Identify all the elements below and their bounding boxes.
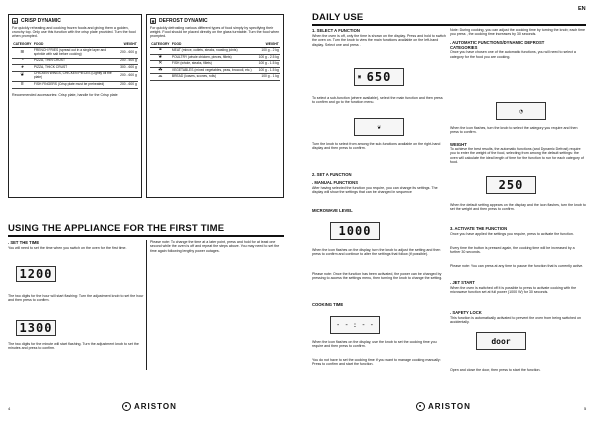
defrost-table [150, 42, 280, 81]
cooking-time-note: You do not have to set the cooking time if you want to manage cooking manually: Press to confirm and start the function. [312, 358, 441, 367]
display-250: 250 [486, 176, 536, 194]
crisp-footer: Recommended accessories: Crisp plate, handle for the Crisp plate [12, 92, 118, 97]
first-time-title: USING THE APPLIANCE FOR THE FIRST TIME [8, 223, 225, 234]
table-row [150, 74, 280, 81]
set-time-column [8, 240, 144, 250]
jet-start-text: When the oven is switched off it is possible to press to activate cooking with the microwave function set at full power (1000 W) for 30 seconds. [450, 286, 577, 295]
categories-heading: CATEGORIES [450, 45, 478, 51]
pizza-thin-crust-icon: ◔ [12, 58, 33, 65]
defrost-header-food: FOOD [171, 42, 257, 48]
hour-text: The two digits for the hour will start flashing: Turn the adjustment knob to set the hour and then press to confirm. [8, 294, 144, 303]
automatic-heading: . AUTOMATIC FUNCTIONS/DYNAMIC DEFROST [450, 39, 545, 45]
food-cell: FISH (whole, steaks, fillets) [171, 61, 257, 68]
sub-function-text: To select a sub-function (where available), select the main function and then press to confirm and go to the function menu. [312, 96, 443, 105]
vegetables-icon: ☘ [150, 67, 171, 74]
activate-text: Once you have applied the settings you require, press to activate the function. [450, 232, 574, 236]
set-function-heading: 2. SET A FUNCTION [312, 172, 352, 177]
food-cell: MEAT (mince, cutlets, steaks, roasting joints) [171, 48, 257, 55]
crisp-dynamic-box [8, 14, 142, 198]
jet-start-heading: . JET START [450, 280, 475, 285]
microwave-level-heading: MICROWAVE LEVEL [312, 208, 353, 213]
display-sub-function [354, 118, 404, 136]
weight-cell: 100 g - 1 kg [256, 74, 280, 81]
weight-heading: WEIGHT [450, 142, 467, 147]
daily-use-rule [312, 24, 586, 26]
defrost-icon: ❄ [151, 18, 155, 24]
defrost-title: DEFROST DYNAMIC [159, 18, 208, 24]
defrost-header-weight: WEIGHT [256, 42, 280, 48]
right-page [300, 0, 600, 424]
microwave-note: Please note: Once the function has been activated, the power can be changed by pressing to access the settings menu, then turning the knob to change the setting. [312, 272, 443, 281]
activate-note: Please note: You can press at any time to pause the function that is currently active. [450, 264, 584, 268]
display-650: ▣ 650 [354, 68, 404, 86]
crisp-icon: ≋ [13, 18, 17, 24]
safety-lock-text: This function is automatically activated to prevent the oven from being switched on accidentally. [450, 316, 582, 325]
fish-fingers-icon: ≡ [12, 82, 33, 89]
select-text: When the oven is off, only the time is shown on the display. Press and hold to switch the oven on. Turn the knob to view the main functions available on the left-hand display. Select one and press . [312, 34, 446, 47]
display-1300: 1300 [16, 320, 56, 336]
weight-set-text: When the default setting appears on the display and the icon flashes, turn the knob to set the weight and then press to confirm. [450, 203, 586, 212]
crisp-header-food: FOOD [33, 42, 119, 48]
weight-cell: 100 g - 1.5 kg [256, 61, 280, 68]
daily-use-title: DAILY USE [312, 12, 364, 23]
crisp-header-weight: WEIGHT [119, 42, 138, 48]
french-fries-icon: ≋ [12, 48, 33, 58]
food-cell: CHICKEN WINGS, CHICKEN PIECES (Lightly oil the plate) [33, 71, 119, 81]
categories-text: Once you have chosen one of the automatic functions, you will need to select a category for the food you are cooking. [450, 50, 576, 59]
ariston-logo-icon [416, 402, 425, 411]
display-category [496, 102, 546, 120]
left-logo-text: ARISTON [134, 402, 177, 411]
language-tag: EN [578, 6, 586, 12]
display-1000: 1000 [330, 222, 380, 240]
microwave-text: When the icon flashes on the display, turn the knob to adjust the setting and then press to confirm and continue to alter the settings that follow (if possible). [312, 248, 441, 257]
food-cell: FISH FINGERS (Crisp plate must be preheated) [33, 82, 119, 89]
right-logo [416, 402, 471, 411]
chicken-wings-icon: ❦ [12, 71, 33, 81]
table-row [12, 71, 138, 81]
right-column-2 [450, 28, 586, 59]
minute-text: The two digits for the minute will start flashing. Turn the adjustment knob to set the minutes and press to confirm. [8, 342, 139, 351]
weight-cell: 200 - 600 g [119, 48, 138, 58]
food-cell: PIZZA, THICK CRUST [33, 65, 119, 72]
right-column-1 [312, 28, 446, 47]
crisp-title: CRISP DYNAMIC [21, 18, 61, 24]
food-cell: POULTRY (whole chicken, pieces, fillets) [171, 54, 257, 61]
defrost-title-row [150, 18, 280, 24]
weight-cell: 100 g - 2.5 kg [256, 54, 280, 61]
left-page-number: 4 [8, 406, 11, 411]
set-time-heading: . SET THE TIME [8, 240, 40, 245]
weight-cell: 300 - 600 g [119, 65, 138, 72]
function-icon: ▣ [358, 74, 362, 80]
set-time-note: Please note: To change the time at a later point, press and hold for at least one second while the oven is off and repeat the steps above. You may need to set the time again following lengthy power outages. [150, 240, 280, 253]
set-time-text: You will need to set the time when you switch on the oven for the first time. [8, 246, 127, 250]
food-cell: PIZZA, THIN CRUST [33, 58, 119, 65]
cooking-time-adjust-note: Note: During cooking, you can adjust the cooking time by turning the knob; each time you press , the cooking time increases by 30 seconds. [450, 28, 586, 37]
table-row [12, 48, 138, 58]
defrost-intro: For quickly defrosting various different types of food simply by specifying their weight. Food should be placed directly on the glass turntable. Turn the food when prompted. [150, 25, 280, 39]
weight-cell: 100 g - 2 kg [256, 48, 280, 55]
weight-cell: 200 - 600 g [119, 71, 138, 81]
manual-heading: . MANUAL FUNCTIONS [312, 180, 358, 185]
display-door: door [476, 332, 526, 350]
category-icon: ◔ [519, 107, 523, 115]
right-page-number: 5 [584, 406, 587, 411]
left-logo [122, 402, 177, 411]
weight-cell: 200 - 500 g [119, 58, 138, 65]
column-divider [146, 240, 147, 370]
meat-icon: ⚭ [150, 48, 171, 55]
category-select-text: When the icon flashes, turn the knob to select the category you require and then press to confirm. [450, 126, 578, 135]
food-cell: VEGETABLES (mixed vegetables, peas, broccoli, etc.) [171, 67, 257, 74]
crisp-table [12, 42, 138, 89]
manual-text: After having selected the function you require, you can change its settings. The display will show the settings that can be changed in sequence [312, 186, 438, 195]
cooking-time-heading: COOKING TIME [312, 302, 344, 307]
crisp-header-category: CATEGORY [12, 42, 33, 48]
fish-icon: ✕ [150, 61, 171, 68]
sub-function-icon: ❦ [377, 123, 381, 131]
table-row [12, 82, 138, 89]
food-cell: BREAD (loaves, scones, rolls) [171, 74, 257, 81]
display-1200: 1200 [16, 266, 56, 282]
defrost-header-category: CATEGORY [150, 42, 171, 48]
right-logo-text: ARISTON [428, 402, 471, 411]
activate-heading: 3. ACTIVATE THE FUNCTION [450, 226, 508, 231]
first-time-rule [8, 235, 284, 237]
bread-icon: ⌓ [150, 74, 171, 81]
cooking-time-text: When the icon flashes on the display, use the knob to set the cooking time you require and then press to confirm. [312, 340, 437, 349]
display-cooking-time: - - : - - [330, 316, 380, 334]
knob-text: Turn the knob to select from among the sub-functions available on the right-hand display and then press to confirm. [312, 142, 441, 151]
weight-text: To achieve the best results, the automatic functions (and Dynamic Defrost) require you to enter the weight of the food, selecting from among the default settings: the oven will calculate the ideal length of time for the function to run for each category of food. [450, 147, 584, 165]
safety-lock-heading: . SAFETY LOCK [450, 310, 482, 315]
pizza-thick-crust-icon: ◕ [12, 65, 33, 72]
ariston-logo-icon [122, 402, 131, 411]
weight-cell: 100 g - 1.5 kg [256, 67, 280, 74]
select-heading: 1. SELECT A FUNCTION [312, 28, 360, 33]
food-cell: FRENCH FRIES (spread out in a single layer and sprinkle with salt before cooking) [33, 48, 119, 58]
crisp-intro: For quickly reheating and cooking frozen foods and giving them a golden, crunchy top. Only use this function with the crisp plate provided. Turn the food when prompted. [12, 25, 136, 39]
safety-lock-start-text: Open and close the door, then press to start the function. [450, 368, 541, 372]
crisp-title-row [12, 18, 138, 24]
activate-increase-text: Every time the button is pressed again, the cooking time will be increased by a further 30 seconds. [450, 246, 575, 255]
defrost-dynamic-box [146, 14, 284, 198]
poultry-icon: ❦ [150, 54, 171, 61]
weight-cell: 200 - 600 g [119, 82, 138, 89]
